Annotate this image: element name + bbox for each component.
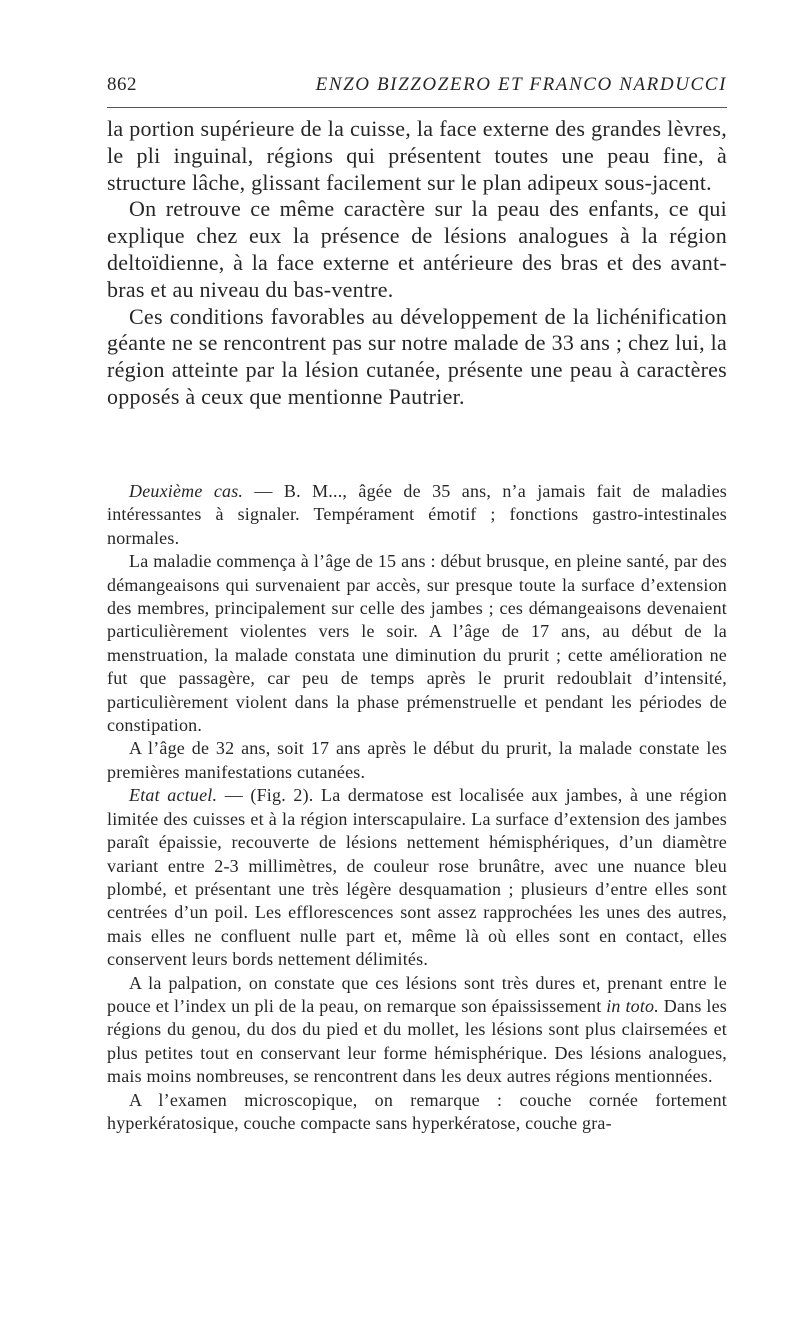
paragraph: On retrouve ce même caractère sur la peau des enfants, ce qui explique chez eux la présence de lésions analogues à la région deltoïdienne, à la face externe et antérieure des bras et des avant-bras et au niveau du bas-ventre. — [107, 196, 727, 302]
page-header — [107, 74, 727, 100]
discussion-text — [107, 116, 727, 411]
case-heading-paragraph — [107, 480, 727, 550]
header-rule — [107, 107, 727, 108]
paragraph-text: — B. M..., âgée de 35 ans, n’a jamais fait de maladies intéressantes à signaler. Tempérament émotif ; fonctions gastro-intestinales normales. — [107, 481, 727, 548]
paragraph: la portion supérieure de la cuisse, la face externe des grandes lèvres, le pli inguinal, régions qui présentent toutes une peau fine, à structure lâche, glissant facilement sur le plan adipeux sous-jacent. — [107, 116, 727, 195]
case-report-text — [107, 480, 727, 1135]
palpation-paragraph — [107, 972, 727, 1089]
case-label: Deuxième cas. — [129, 481, 244, 501]
paragraph: A l’âge de 32 ans, soit 17 ans après le début du prurit, la malade constate les premières manifestations cutanées. — [107, 738, 727, 782]
paragraph: La maladie commença à l’âge de 15 ans : début brusque, en pleine santé, par des démangeaisons qui survenaient par accès, sur presque toute la surface d’extension des membres, principalement sur celle des jambes ; ces démangeaisons devenaient particulièrement violentes vers le soir. A l’âge de 17 ans, au début de la menstruation, la malade constata une diminution du prurit ; cette amélioration ne fut que passagère, car peu de temps après le prurit redoublait d’intensité, particulièrement violent dans la phase prémenstruelle et pendant les périodes de constipation. — [107, 551, 727, 736]
paragraph-text: Dans les régions du genou, du dos du pied et du mollet, les lésions sont plus clairsemées et plus petites tout en conservant leur forme hémisphérique. Des lésions analogues, mais moins nombreuses, se rencontrent dans les deux autres régions mentionnées. — [107, 995, 727, 1087]
section-label: Etat actuel. — [129, 785, 218, 806]
paragraph: A l’examen microscopique, on remarque : couche cornée fortement hyperkératosique, couche compacte sans hyperkératose, couche gra- — [107, 1089, 727, 1133]
paragraph-text: A la palpation, on constate que ces lésions sont très dures et, prenant entre le pouce et l’index un pli de la peau, on remarque son épaississement — [107, 972, 727, 1016]
paragraph-text: — (Fig. 2). La dermatose est localisée aux jambes, à une région limitée des cuisses et à la région interscapulaire. La surface d’extension des jambes paraît épaissie, recouverte de lésions nettement hémisphériques, d’un diamètre variant entre 2-3 millimètres, de couleur rose brunâtre, avec une nuance bleu plombé, et présentant une très légère desquamation ; plusieurs d’entre elles sont centrées d’un poil. Les efflorescences sont assez rapprochées les unes des autres, mais elles ne confluent nulle part et, même là où elles sont en contact, elles conservent leurs bords nettement délimités. — [107, 785, 727, 970]
current-state-paragraph — [107, 784, 727, 971]
running-head: ENZO BIZZOZERO ET FRANCO NARDUCCI — [315, 74, 727, 95]
page-number: 862 — [107, 74, 137, 95]
paragraph: Ces conditions favorables au développement de la lichénification géante ne se rencontrent pas sur notre malade de 33 ans ; chez lui, la région atteinte par la lésion cutanée, présente une peau à caractères opposés à ceux que mentionne Pautrier. — [107, 303, 727, 409]
latin-term: in toto. — [606, 995, 659, 1016]
